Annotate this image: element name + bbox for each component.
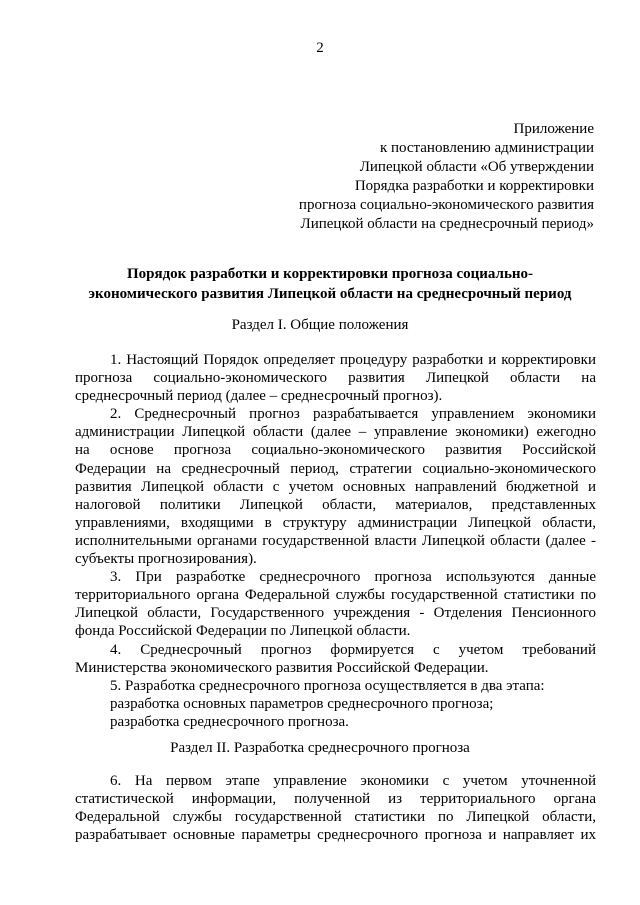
text-line: 3. При разработке среднесрочного прогноза используются данные xyxy=(110,569,596,586)
text-line: 5. Разработка среднесрочного прогноза осуществляется в два этапа: xyxy=(110,677,545,694)
appendix-line: Липецкой области «Об утверждении xyxy=(359,159,594,175)
title-line: экономического развития Липецкой области на среднесрочный период xyxy=(88,286,572,302)
text-line: Липецкой области, Государственного учреждения - Отделения Пенсионного xyxy=(75,605,596,622)
text-line: 1. Настоящий Порядок определяет процедуру разработки и корректировки xyxy=(110,352,596,368)
text-line: среднесрочный период (далее – среднесрочный прогноз). xyxy=(75,388,443,405)
section-2-body xyxy=(75,772,596,844)
text-line: Федеральной службы государственной статистики по Липецкой области, xyxy=(75,809,596,826)
text-line: налоговой политики Липецкой области, материалов, представленных xyxy=(75,496,596,513)
appendix-line: прогноза социально-экономического развития xyxy=(298,197,594,213)
appendix-block xyxy=(299,120,594,234)
page-number: 2 xyxy=(316,40,324,56)
text-line: на основе прогноза социально-экономического развития Российской xyxy=(75,442,596,459)
text-line: фонда Российской Федерации по Липецкой области. xyxy=(75,623,411,640)
text-line: Федерации на среднесрочный период, стратегии социально-экономического xyxy=(75,460,596,477)
text-line: разработка основных параметров среднесрочного прогноза; xyxy=(110,695,494,712)
title-line: Порядок разработки и корректировки прогноза социально- xyxy=(126,266,534,282)
text-line: разработка среднесрочного прогноза. xyxy=(110,713,349,730)
text-line: субъекты прогнозирования). xyxy=(75,551,257,568)
appendix-line: к постановлению администрации xyxy=(379,140,594,156)
document-title xyxy=(60,264,600,304)
text-line: развития Липецкой области с учетом основных направлений бюджетной и xyxy=(75,478,596,495)
appendix-line: Липецкой области на среднесрочный период» xyxy=(300,216,594,232)
appendix-line: Приложение xyxy=(513,121,594,137)
text-line: разрабатывает основные параметры среднесрочного прогноза и направляет их xyxy=(75,827,596,844)
section-1-body xyxy=(75,351,596,731)
section-heading: Раздел I. Общие положения xyxy=(231,317,409,333)
text-line: прогноза социально-экономического развития Липецкой области на xyxy=(75,370,596,387)
text-line: 2. Среднесрочный прогноз разрабатывается управлением экономики xyxy=(110,406,596,423)
text-line: управлениями, входящими в структуру администрации Липецкой области, xyxy=(75,514,596,531)
text-line: исполнительными органами государственной власти Липецкой области (далее - xyxy=(75,532,596,549)
appendix-line: Порядка разработки и корректировки xyxy=(354,178,594,194)
text-line: статистической информации, полученной из территориального органа xyxy=(75,791,596,808)
text-line: территориального органа Федеральной службы государственной статистики по xyxy=(75,587,596,604)
text-line: Министерства экономического развития Российской Федерации. xyxy=(75,659,489,676)
section-heading: Раздел II. Разработка среднесрочного прогноза xyxy=(170,740,470,756)
text-line: 4. Среднесрочный прогноз формируется с учетом требований xyxy=(110,641,596,658)
text-line: 6. На первом этапе управление экономики с учетом уточненной xyxy=(110,773,596,789)
text-line: администрации Липецкой области (далее – управление экономики) ежегодно xyxy=(75,424,596,441)
